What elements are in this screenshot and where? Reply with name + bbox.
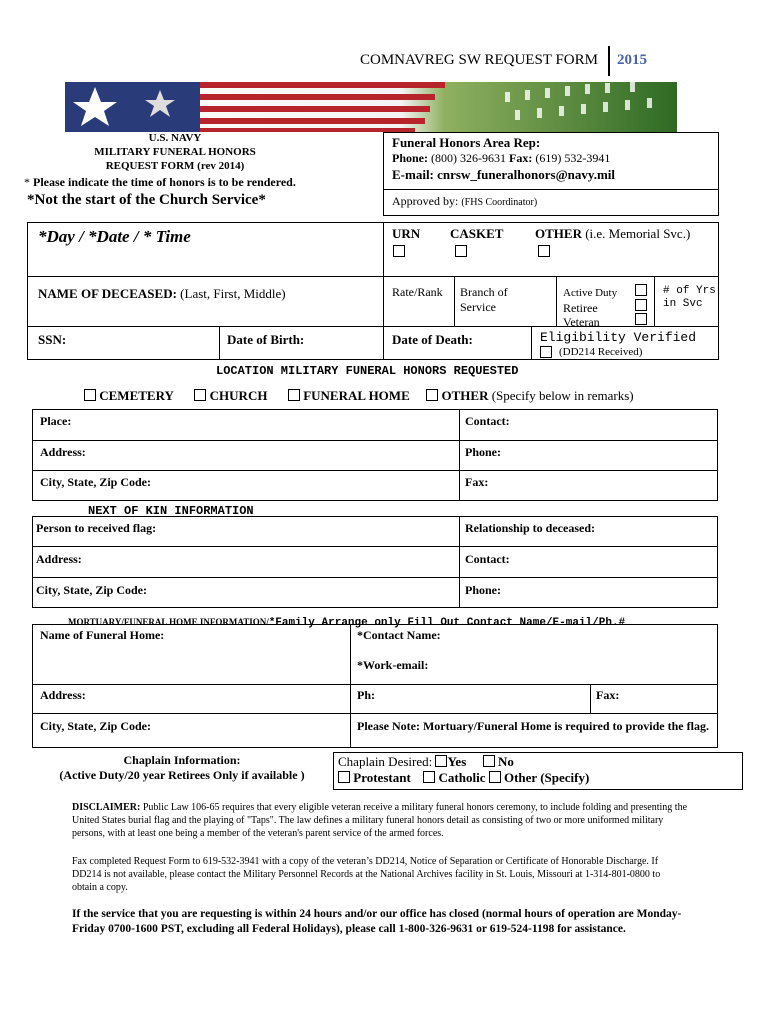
protestant-label: Protestant — [353, 770, 411, 785]
location-city-label[interactable]: City, State, Zip Code: — [40, 475, 151, 489]
other-denomination-label: Other (Specify) — [503, 770, 590, 785]
approved-by — [392, 194, 537, 209]
mortuary-address-label[interactable]: Address: — [40, 688, 86, 702]
branch-divider — [556, 276, 557, 326]
disclaimer-text: Public Law 106-65 requires that every eligible veteran receive a military funeral honors ceremony, to include folding and presenting the United States burial flag and the playing of "Taps". The law defines a military funeral honors detail as consisting of two or more uniformed military persons, with at least one being a member of the veteran's parent service of the armed forces. — [72, 802, 688, 839]
dob-label: Date of Birth: — [227, 332, 305, 347]
mortuary-city-label[interactable]: City, State, Zip Code: — [40, 719, 151, 733]
chaplain-denominations — [338, 770, 589, 786]
email-value: cnrsw_funeralhonors@navy.mil — [437, 167, 615, 182]
form-revision: REQUEST FORM (rev 2014) — [105, 160, 245, 172]
location-hline-1 — [32, 440, 718, 441]
mortuary-heading-a: MORTUARY/FUNERAL HOME INFORMATION/ — [68, 617, 269, 627]
dod-divider — [531, 326, 532, 360]
chaplain-no-checkbox[interactable] — [483, 755, 495, 767]
nok-city-label[interactable]: City, State, Zip Code: — [36, 583, 147, 597]
location-hline-2 — [32, 470, 718, 471]
grid-hline-2 — [27, 326, 719, 327]
location-fax-label[interactable]: Fax: — [465, 475, 489, 489]
approved-note: (FHS Coordinator) — [461, 197, 538, 208]
catholic-checkbox[interactable] — [423, 771, 435, 783]
location-vline — [459, 409, 460, 501]
mortuary-contact-label[interactable]: *Contact Name: — [357, 628, 441, 642]
nok-address-label[interactable]: Address: — [36, 552, 82, 566]
active-duty-label: Active Duty — [563, 287, 618, 299]
location-options — [84, 388, 634, 404]
mortuary-hline-2 — [32, 713, 718, 714]
form-year: 2015 — [617, 52, 647, 68]
casket-label: CASKET — [450, 226, 504, 241]
yrs-label-2: in Svc — [663, 298, 703, 310]
dd214-checkbox[interactable] — [540, 346, 552, 358]
chaplain-desired-label: Chaplain Desired: — [338, 754, 433, 769]
grid-vline-mid — [383, 222, 384, 360]
rep-phone — [392, 151, 610, 166]
eligibility-label: Eligibility Verified — [540, 330, 697, 345]
cemetery-checkbox[interactable] — [84, 389, 96, 401]
funeral-home-checkbox[interactable] — [288, 389, 300, 401]
other-location-note: (Specify below in remarks) — [491, 388, 634, 403]
place-label[interactable]: Place: — [40, 414, 72, 428]
yrs-divider — [654, 276, 655, 326]
disclaimer — [72, 801, 694, 840]
email-label: E-mail: — [392, 167, 434, 182]
rate-rank-label: Rate/Rank — [392, 285, 443, 299]
header-divider — [608, 46, 610, 76]
nok-heading: NEXT OF KIN INFORMATION — [88, 504, 254, 518]
approved-label: Approved by: — [392, 194, 459, 208]
dd214-label: (DD214 Received) — [559, 346, 643, 358]
other-location-label: OTHER — [441, 388, 489, 403]
nok-hline-2 — [32, 577, 718, 578]
chaplain-title: Chaplain Information: — [123, 753, 241, 767]
active-duty-checkbox[interactable] — [635, 284, 647, 296]
other-location-checkbox[interactable] — [426, 389, 438, 401]
mortuary-vline — [350, 624, 351, 748]
asterisk: * — [24, 175, 30, 189]
cemetery-label: CEMETERY — [99, 388, 174, 403]
urn-checkbox[interactable] — [393, 245, 405, 257]
rep-divider — [383, 189, 719, 190]
ssn-label: SSN: — [38, 332, 67, 347]
phone-label: Phone: — [392, 151, 428, 165]
banner-image — [65, 82, 677, 132]
fax-instructions: Fax completed Request Form to 619-532-3941 with a copy of the veteran’s DD214, Notice of Separation or Certificate of Honorable Discharge. If DD214 is not available, please contact the Military Personnel Records at the National Archives facility in St. Louis, Missouri at 1-314-801-0800 to obtain a copy. — [72, 856, 661, 893]
mortuary-email-label[interactable]: *Work-email: — [357, 658, 429, 672]
mortuary-hline-1 — [32, 684, 718, 685]
nok-hline-1 — [32, 546, 718, 547]
other-service-checkbox[interactable] — [538, 245, 550, 257]
rep-email — [392, 167, 615, 183]
dod-label: Date of Death: — [392, 332, 473, 347]
not-church-note: *Not the start of the Church Service* — [27, 192, 266, 208]
org-name: U.S. NAVY — [148, 132, 202, 144]
chaplain-yes-checkbox[interactable] — [435, 755, 447, 767]
closing-instructions: If the service that you are requesting is within 24 hours and/or our office has closed (normal hours of operation are Monday-Friday 0700-1600 PST, excluding all Federal Holidays), please call 1-800-326-9631 or 619-524-1198 for assistance. — [72, 908, 682, 935]
other-denomination-checkbox[interactable] — [489, 771, 501, 783]
fax-value: (619) 532-3941 — [535, 151, 611, 165]
nok-contact-label[interactable]: Contact: — [465, 552, 510, 566]
yrs-label-1: # of Yrs — [663, 285, 716, 297]
nok-person-label[interactable]: Person to received flag: — [36, 521, 157, 535]
church-checkbox[interactable] — [194, 389, 206, 401]
retiree-label: Retiree — [563, 301, 598, 315]
time-instruction — [24, 175, 296, 190]
nok-relationship-label[interactable]: Relationship to deceased: — [465, 521, 595, 535]
funeral-home-name-label[interactable]: Name of Funeral Home: — [40, 628, 165, 642]
grid-hline-1 — [27, 276, 719, 277]
location-phone-label[interactable]: Phone: — [465, 445, 501, 459]
location-heading: LOCATION MILITARY FUNERAL HONORS REQUESTED — [216, 364, 519, 378]
mortuary-fax-divider — [590, 684, 591, 713]
time-instruction-text: Please indicate the time of honors is to be rendered. — [33, 175, 296, 189]
chaplain-no-label: No — [498, 754, 514, 769]
veteran-label: Veteran — [563, 315, 600, 329]
catholic-label: Catholic — [438, 770, 486, 785]
nok-vline — [459, 516, 460, 608]
mortuary-fax-label[interactable]: Fax: — [596, 688, 620, 702]
mortuary-ph-label[interactable]: Ph: — [357, 688, 375, 702]
other-service-label: OTHER — [535, 226, 582, 241]
rate-divider — [454, 276, 455, 326]
location-address-label[interactable]: Address: — [40, 445, 86, 459]
church-label: CHURCH — [209, 388, 268, 403]
rep-title: Funeral Honors Area Rep: — [392, 135, 541, 150]
chaplain-desired — [338, 754, 514, 770]
protestant-checkbox[interactable] — [338, 771, 350, 783]
deceased-name[interactable] — [38, 286, 286, 302]
deceased-name-note: (Last, First, Middle) — [180, 286, 286, 301]
other-service-note: (i.e. Memorial Svc.) — [585, 226, 691, 241]
fax-label: Fax: — [509, 151, 533, 165]
casket-checkbox[interactable] — [455, 245, 467, 257]
urn-label: URN — [392, 226, 421, 241]
disclaimer-label: DISCLAIMER: — [72, 802, 141, 813]
chaplain-yes-label: Yes — [447, 754, 467, 769]
nok-phone-label[interactable]: Phone: — [465, 583, 501, 597]
deceased-name-label: NAME OF DECEASED: — [38, 286, 177, 301]
ssn-divider — [219, 326, 220, 360]
branch-label-2: Service — [460, 300, 496, 314]
branch-label-1: Branch of — [460, 285, 508, 299]
retiree-checkbox[interactable] — [635, 299, 647, 311]
location-contact-label[interactable]: Contact: — [465, 414, 510, 428]
phone-value: (800) 326-9631 — [431, 151, 506, 165]
funeral-home-label: FUNERAL HOME — [303, 388, 410, 403]
day-date-time-field[interactable]: *Day / *Date / * Time — [38, 227, 191, 246]
mortuary-flag-note: Please Note: Mortuary/Funeral Home is required to provide the flag. — [357, 719, 709, 733]
form-header-title: COMNAVREG SW REQUEST FORM — [360, 52, 598, 68]
veteran-checkbox[interactable] — [635, 313, 647, 325]
chaplain-subtitle: (Active Duty/20 year Retirees Only if available ) — [59, 768, 305, 782]
mortuary-heading-b: *Family Arrange only Fill Out Contact Name/E-mail/Ph.# — [268, 617, 626, 629]
other-service — [535, 226, 690, 242]
form-name: MILITARY FUNERAL HONORS — [94, 146, 256, 158]
